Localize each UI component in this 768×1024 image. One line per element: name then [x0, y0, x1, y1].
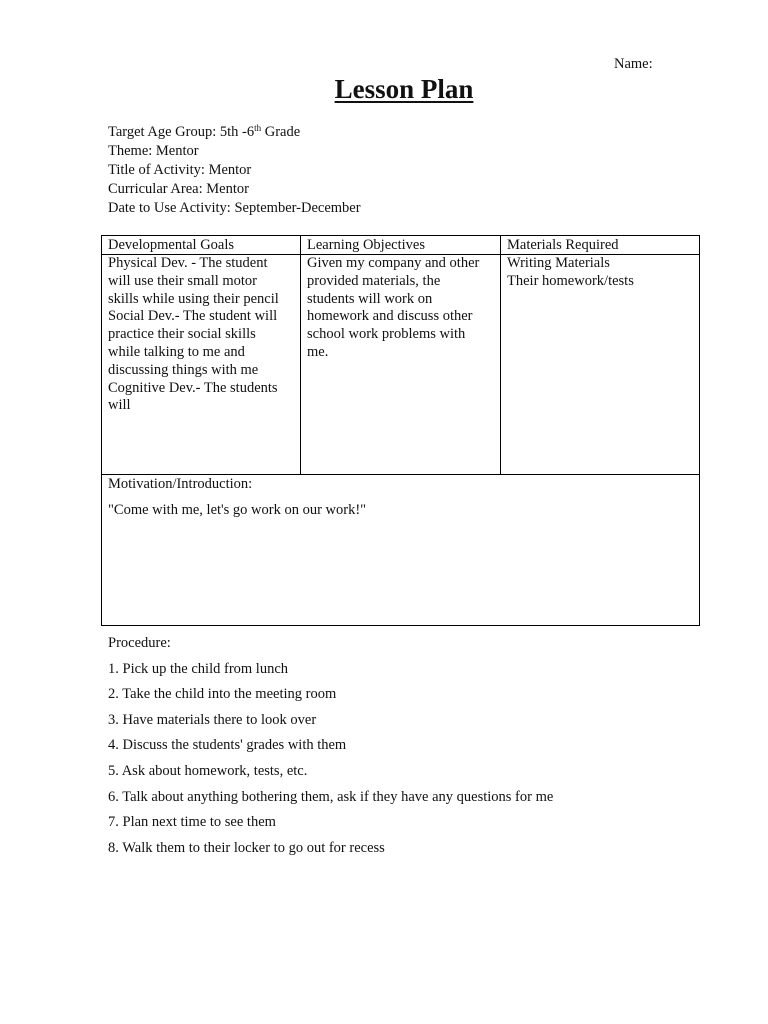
name-label: Name: [614, 56, 653, 72]
table-line: will [108, 397, 131, 414]
procedure-step: 1. Pick up the child from lunch [108, 660, 289, 677]
procedure-step: 4. Discuss the students' grades with them [108, 737, 347, 754]
header-learning-objectives: Learning Objectives [307, 237, 425, 253]
procedure-step: 2. Take the child into the meeting room [108, 686, 337, 703]
lesson-table [101, 235, 700, 626]
table-line: Cognitive Dev.- The students [108, 379, 278, 396]
procedure-step: 5. Ask about homework, tests, etc. [108, 762, 308, 779]
procedure-label: Procedure: [108, 635, 171, 651]
materials-required-cell [501, 255, 699, 291]
header-materials-required: Materials Required [507, 237, 619, 253]
motivation-label: Motivation/Introduction: [108, 476, 253, 492]
motivation-cell [108, 475, 366, 519]
grade-text: Grade [261, 124, 301, 140]
table-line: discussing things with me [108, 361, 259, 378]
table-line: will use their small motor [108, 272, 258, 289]
table-line: skills while using their pencil [108, 290, 279, 307]
learning-objectives-cell [301, 255, 501, 362]
table-line: Social Dev.- The student will [108, 308, 278, 325]
theme: Theme: Mentor [108, 143, 199, 159]
procedure-step: 8. Walk them to their locker to go out for recess [108, 839, 385, 856]
date-to-use: Date to Use Activity: September-December [108, 200, 361, 216]
table-line: while talking to me and [108, 343, 245, 360]
procedure-step: 7. Plan next time to see them [108, 814, 276, 831]
table-line: Writing Materials [507, 255, 610, 271]
table-line: practice their social skills [108, 326, 256, 343]
header-developmental-goals: Developmental Goals [108, 237, 235, 253]
procedure-section [108, 634, 553, 857]
table-line: Physical Dev. - The student [108, 255, 268, 271]
ordinal-superscript: th [254, 123, 262, 133]
table-line: school work problems with [307, 326, 466, 343]
target-age-group-text: Target Age Group: 5th -6 [108, 124, 255, 140]
procedure-step: 3. Have materials there to look over [108, 711, 317, 728]
table-line: provided materials, the [307, 272, 441, 289]
table-line: homework and discuss other [307, 308, 473, 325]
table-line: Given my company and other [307, 255, 480, 271]
curricular-area: Curricular Area: Mentor [108, 181, 249, 197]
table-line: Their homework/tests [507, 272, 634, 289]
developmental-goals-cell [102, 255, 301, 415]
activity-info [108, 123, 361, 218]
page-title: Lesson Plan [334, 74, 474, 104]
target-age-group [108, 123, 361, 142]
procedure-step: 6. Talk about anything bothering them, ask if they have any questions for me [108, 788, 554, 805]
table-line: me. [307, 343, 329, 360]
table-line: students will work on [307, 290, 433, 307]
motivation-text: "Come with me, let's go work on our work!" [108, 502, 367, 518]
title-of-activity: Title of Activity: Mentor [108, 162, 252, 178]
